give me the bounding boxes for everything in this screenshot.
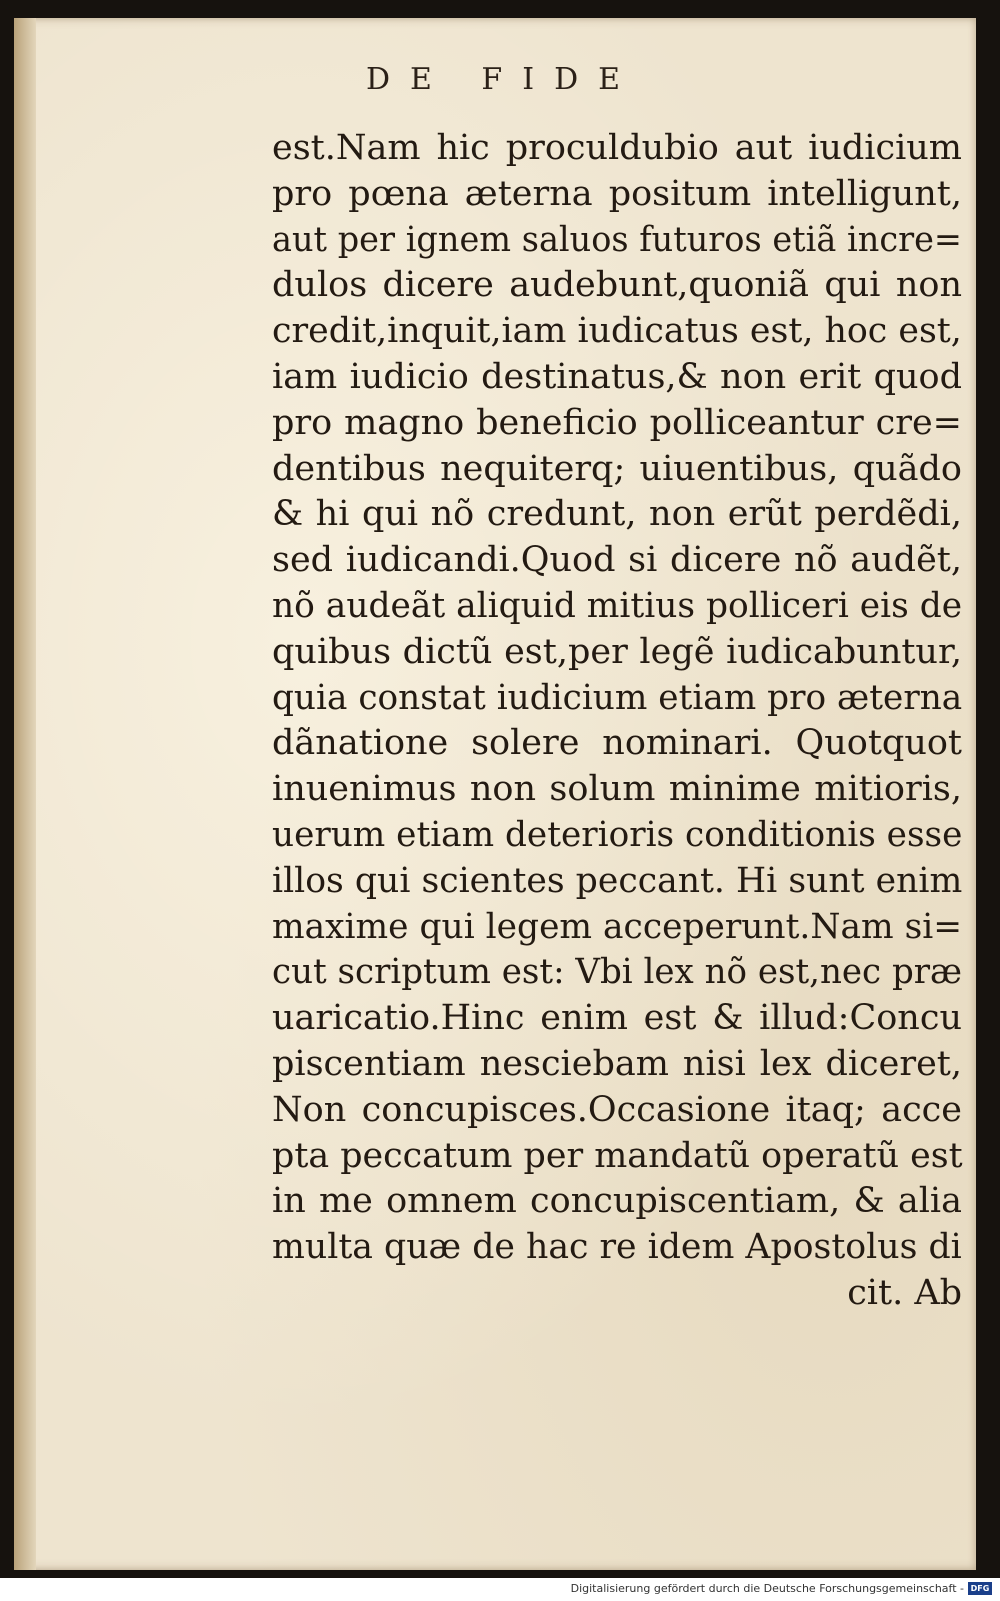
text-line: piscentiam nesciebam nisi lex diceret, [272,1043,962,1084]
text-line: illos qui scientes peccant. Hi sunt enim [272,860,963,901]
catchword: cit. Ab [847,1272,962,1313]
text-line: nõ audeãt aliquid mitius polliceri eis de [272,585,963,626]
body-text [272,126,962,1317]
text-line: pro pœna æterna positum intelligunt, [272,173,962,214]
text-line: inuenimus non solum minime mitioris, [272,769,962,810]
text-line: dãnatione solere nominari. Quotquot [272,723,962,764]
text-line: credit,inquit,iam iudicatus est, hoc est, [272,311,962,352]
running-head: DE FIDE [365,62,641,97]
book-page [14,18,976,1570]
text-line: Non concupisces.Occasione itaq; acce [272,1089,962,1130]
text-line: est.Nam hic proculdubio aut iudicium [272,128,962,168]
text-line: pro magno beneficio polliceantur cre= [272,402,962,443]
text-line: sed iudicandi.Quod si dicere nõ audẽt, [272,540,962,581]
footer-bar [0,1578,1000,1601]
text-line: uerum etiam deterioris conditionis esse [272,814,963,855]
text-line: maxime qui legem acceperunt.Nam si= [272,906,963,947]
text-line: aut per ignem saluos futuros etiã incre= [272,219,962,260]
text-line: quia constat iudicium etiam pro æterna [272,677,963,718]
text-line: multa quæ de hac re idem Apostolus di [272,1227,962,1268]
text-line: dentibus nequiterq; uiuentibus, quãdo [272,448,962,489]
text-line: iam iudicio destinatus,& non erit quod [272,356,962,397]
text-line: cut scriptum est: Vbi lex nõ est,nec præ [272,952,963,993]
dfg-logo: DFG [968,1582,992,1595]
text-line: in me omnem concupiscentiam, & alia [272,1181,962,1222]
text-line: quibus dictũ est,per legẽ iudicabuntur, [272,631,962,672]
digitization-credit: Digitalisierung gefördert durch die Deutsche Forschungsgemeinschaft - [570,1582,964,1595]
text-line: uaricatio.Hinc enim est & illud:Concu [272,998,962,1039]
text-line: & hi qui nõ credunt, non erũt perdẽdi, [272,494,962,535]
page-gutter [14,18,36,1570]
text-line: pta peccatum per mandatũ operatũ est [272,1135,963,1176]
text-line: dulos dicere audebunt,quoniã qui non [272,265,962,306]
